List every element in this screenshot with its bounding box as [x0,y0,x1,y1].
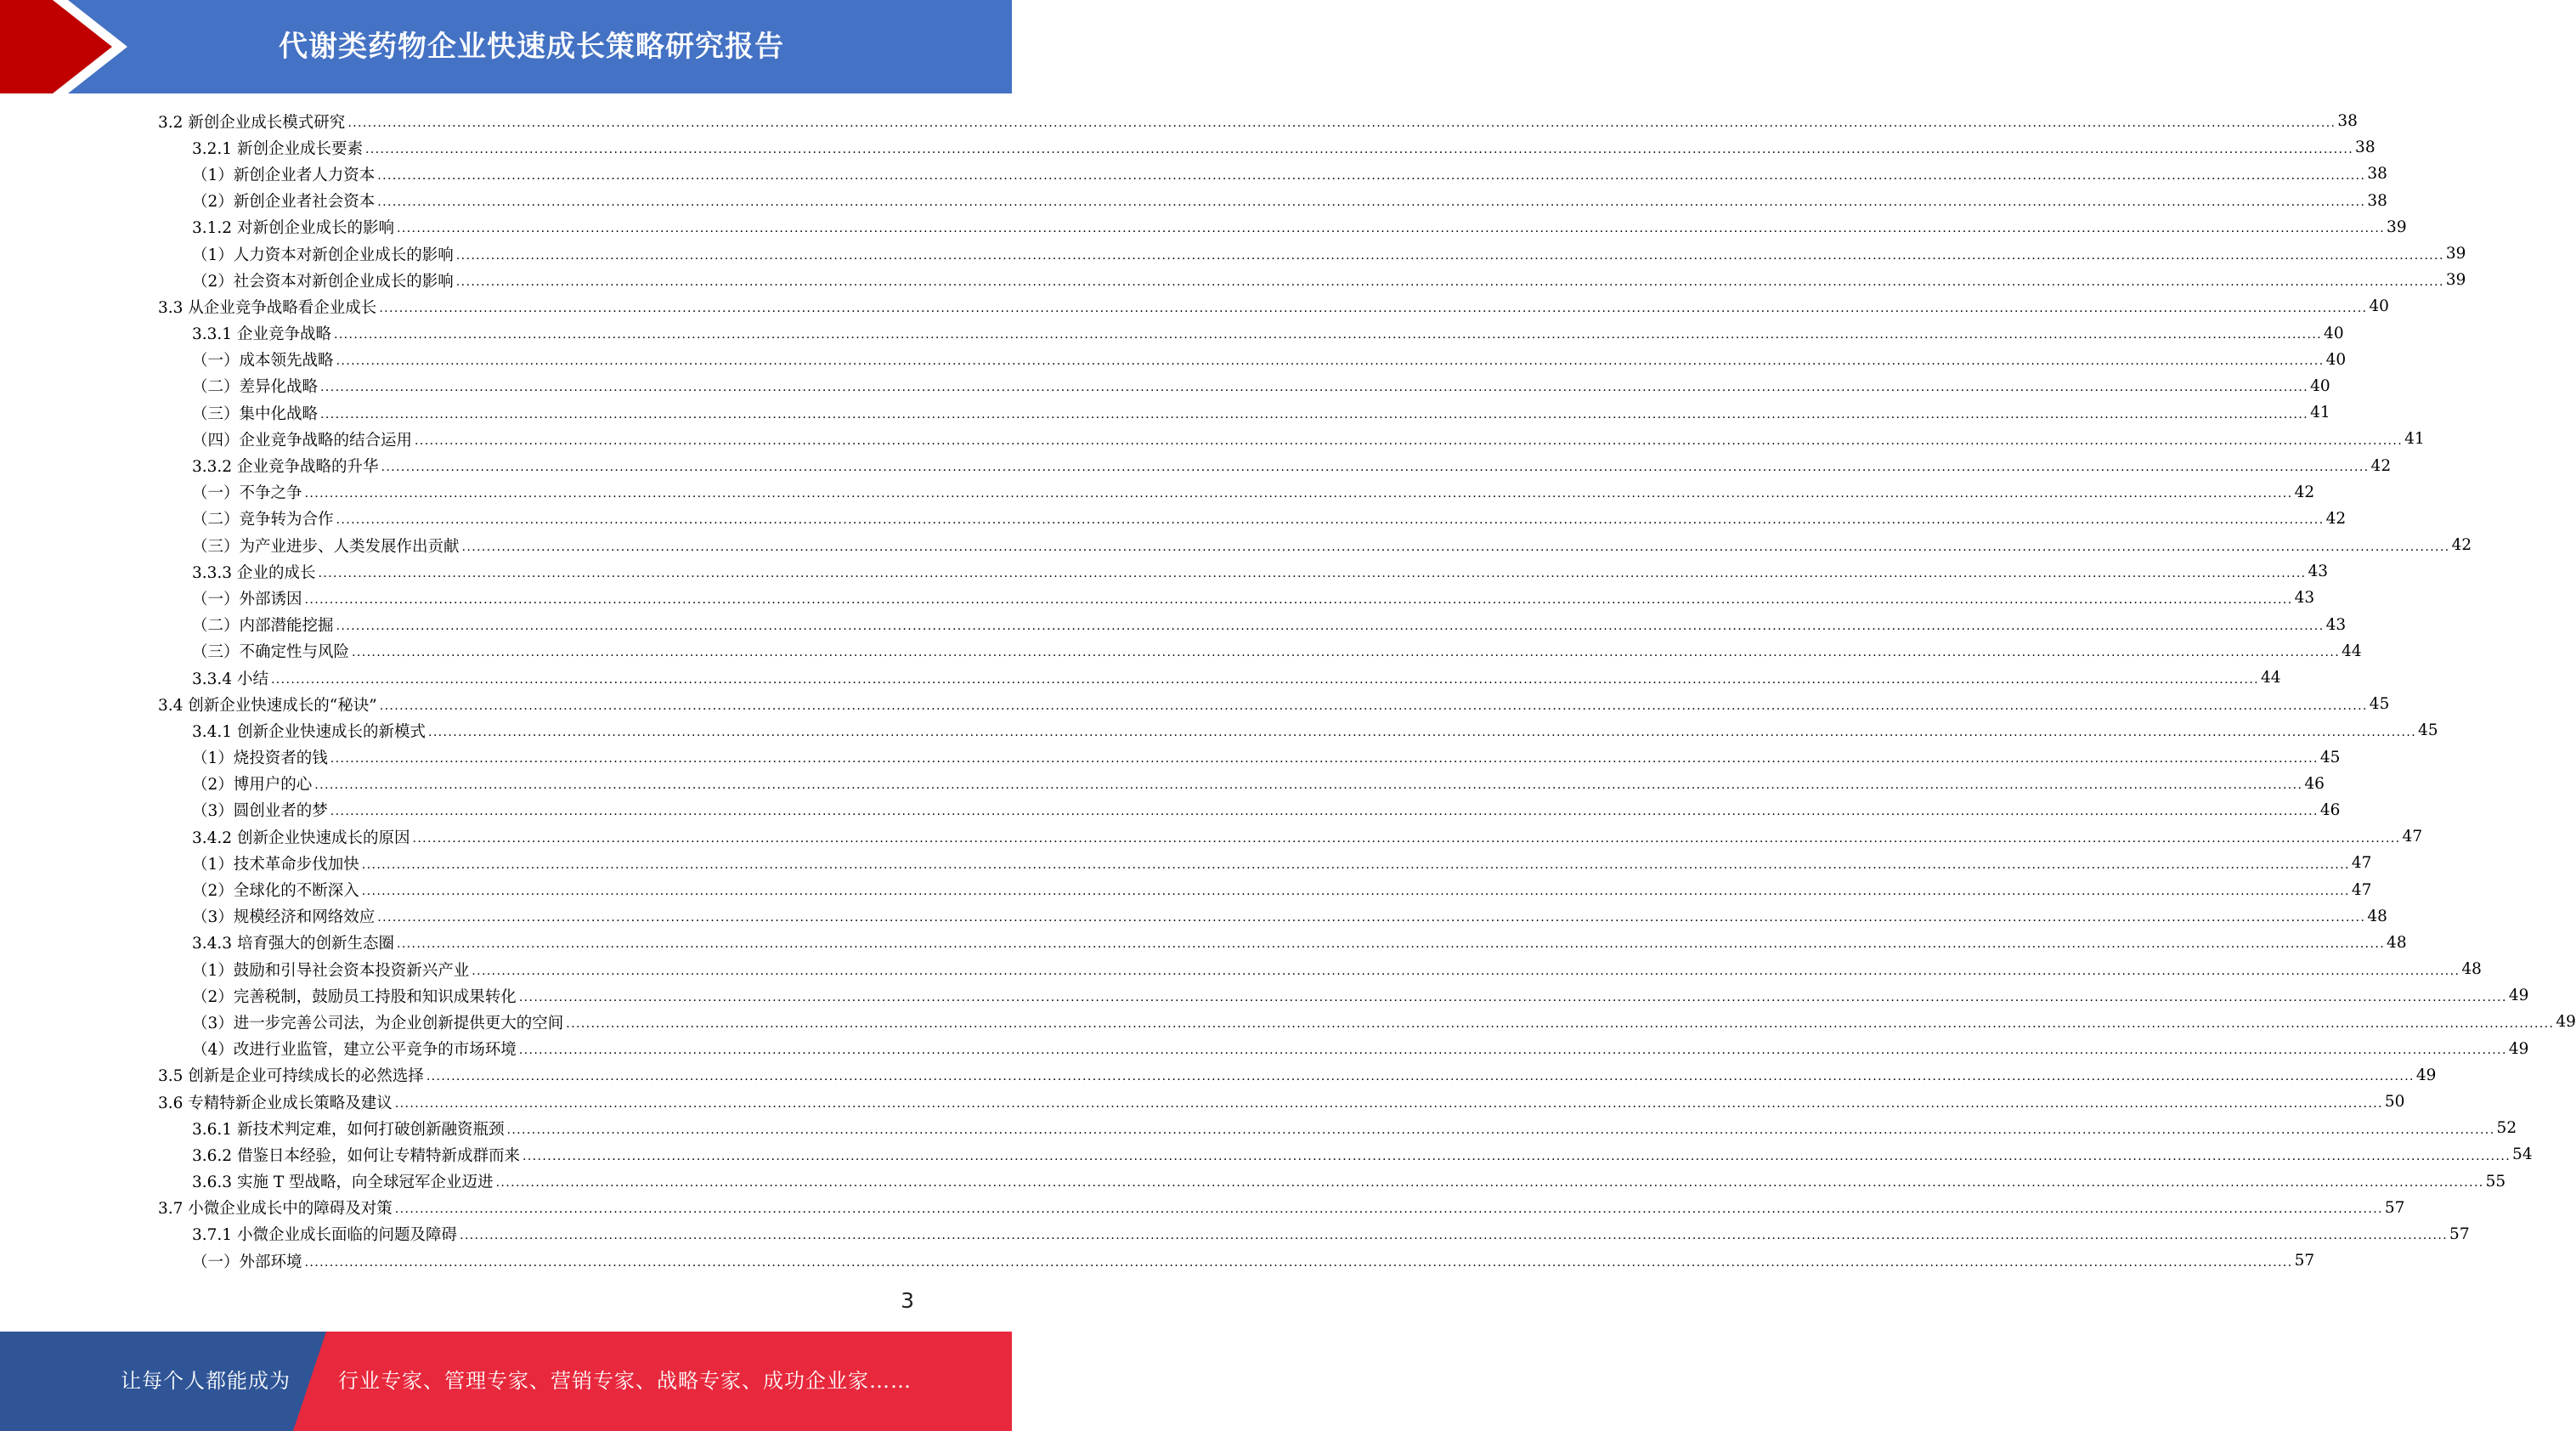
toc-entry-page: 42 [2451,536,2472,555]
toc-entry-label: 3.4.1 创新企业快速成长的新模式 [192,722,426,741]
toc-entry-label: （3）规模经济和网络效应 [192,908,376,927]
toc-entry[interactable] [158,717,2438,744]
toc-entry-label: （2）完善税制，鼓励员工持股和知识成果转化 [192,987,517,1006]
toc-dot-leader: ................................................................................................................................................................................................................................................................................................................................................................................................................ [396,222,2386,236]
toc-entry-page: 49 [2508,987,2529,1005]
toc-entry-label: 3.4 创新企业快速成长的“秘诀” [158,696,377,715]
toc-dot-leader: ................................................................................................................................................................................................................................................................................................................................................................................................................ [455,248,2444,263]
toc-entry-label: （2）新创企业者社会资本 [192,193,376,212]
toc-dot-leader: ................................................................................................................................................................................................................................................................................................................................................................................................................ [347,116,2336,130]
toc-entry-page: 40 [2324,324,2344,342]
toc-entry[interactable] [158,1062,2437,1089]
toc-entry-page: 45 [2319,748,2341,766]
page-number: 3 [901,1288,914,1313]
toc-dot-leader: ................................................................................................................................................................................................................................................................................................................................................................................................................ [336,619,2325,634]
toc-entry-label: （1）人力资本对新创企业成长的影响 [192,246,454,264]
toc-dot-leader: ................................................................................................................................................................................................................................................................................................................................................................................................................ [377,911,2366,925]
toc-entry-label: 3.3.3 企业的成长 [192,563,316,582]
toc-dot-leader: ................................................................................................................................................................................................................................................................................................................................................................................................................ [506,1123,2495,1137]
toc-entry[interactable] [158,1115,2517,1141]
toc-dot-leader: ................................................................................................................................................................................................................................................................................................................................................................................................................ [518,990,2507,1004]
toc-dot-leader: ................................................................................................................................................................................................................................................................................................................................................................................................................ [455,274,2444,289]
toc-entry-label: （1）鼓励和引导社会资本投资新兴产业 [192,961,470,980]
toc-entry-page: 38 [2337,112,2358,131]
toc-dot-leader: ................................................................................................................................................................................................................................................................................................................................................................................................................ [320,381,2309,395]
toc-entry[interactable] [158,903,2387,930]
toc-entry-label: （一）不争之争 [192,484,302,503]
toc-entry-label: （1）技术革命步伐加快 [192,855,359,874]
toc-entry-page: 38 [2367,191,2387,210]
toc-entry-page: 49 [2508,1039,2529,1058]
toc-entry-page: 57 [2384,1198,2405,1217]
toc-dot-leader: ................................................................................................................................................................................................................................................................................................................................................................................................................ [304,592,2293,607]
toc-entry[interactable] [158,479,2315,506]
toc-entry[interactable] [158,585,2315,611]
toc-entry[interactable] [158,1141,2533,1168]
toc-entry-page: 44 [2261,669,2281,687]
toc-entry[interactable] [158,638,2362,665]
toc-dot-leader: ................................................................................................................................................................................................................................................................................................................................................................................................................ [566,1016,2555,1031]
toc-entry[interactable] [158,452,2392,478]
toc-entry-page: 41 [2404,430,2425,449]
toc-entry-label: （3）圆创业者的梦 [192,802,328,821]
toc-dot-leader: ................................................................................................................................................................................................................................................................................................................................................................................................................ [361,885,2350,899]
toc-entry-page: 47 [2351,880,2372,899]
toc-dot-leader: ................................................................................................................................................................................................................................................................................................................................................................................................................ [377,168,2366,183]
toc-entry[interactable] [158,267,2466,293]
toc-entry[interactable] [158,1036,2529,1062]
toc-entry[interactable] [158,956,2482,982]
toc-entry-label: （3）进一步完善公司法，为企业创新提供更大的空间 [192,1014,564,1032]
toc-entry-label: 3.3.4 小结 [192,670,268,688]
toc-entry-page: 57 [2294,1252,2315,1270]
toc-dot-leader: ................................................................................................................................................................................................................................................................................................................................................................................................................ [304,1255,2293,1270]
toc-dot-leader: ................................................................................................................................................................................................................................................................................................................................................................................................................ [522,1149,2511,1163]
toc-dot-leader: ................................................................................................................................................................................................................................................................................................................................................................................................................ [379,301,2368,315]
toc-entry-label: （4）改进行业监管，建立公平竞争的市场环境 [192,1041,517,1060]
toc-dot-leader: ................................................................................................................................................................................................................................................................................................................................................................................................................ [333,328,2323,342]
toc-entry[interactable] [158,558,2329,585]
toc-entry-label: 3.1.2 对新创企业成长的影响 [192,219,394,238]
toc-entry-page: 47 [2402,828,2423,846]
toc-entry-page: 39 [2445,245,2466,263]
toc-dot-leader: ................................................................................................................................................................................................................................................................................................................................................................................................................ [459,1229,2449,1243]
toc-entry-page: 46 [2319,800,2341,819]
toc-dot-leader: ................................................................................................................................................................................................................................................................................................................................................................................................................ [394,1096,2383,1111]
toc-entry-label: 3.3.2 企业竞争战略的升华 [192,458,379,477]
toc-entry-page: 49 [2556,1013,2576,1032]
toc-entry-page: 40 [2369,297,2389,316]
toc-entry-page: 43 [2294,589,2315,608]
toc-entry[interactable] [158,876,2372,902]
toc-entry-label: （二）竞争转为合作 [192,511,334,529]
toc-entry-page: 47 [2351,854,2372,873]
toc-entry-label: （2）博用户的心 [192,776,313,795]
page-footer-banner [0,1332,1012,1431]
toc-entry[interactable] [158,1221,2470,1247]
toc-entry-page: 38 [2355,139,2375,157]
toc-entry-label: 3.5 创新是企业可持续成长的必然选择 [158,1067,424,1086]
toc-entry-page: 40 [2310,376,2330,395]
toc-entry-page: 43 [2308,563,2329,581]
toc-entry-label: （一）外部诱因 [192,590,302,608]
toc-entry-label: （1）烧投资者的钱 [192,749,328,768]
toc-entry[interactable] [158,426,2425,452]
toc-entry-page: 52 [2496,1119,2517,1138]
toc-entry-label: 3.3 从企业竞争战略看企业成长 [158,298,377,317]
toc-entry-page: 40 [2325,350,2347,369]
toc-dot-leader: ................................................................................................................................................................................................................................................................................................................................................................................................................ [379,699,2368,713]
toc-entry[interactable] [158,1247,2315,1274]
toc-entry-label: （四）企业竞争战略的结合运用 [192,431,413,450]
toc-entry[interactable] [158,161,2387,187]
toc-entry-label: （二）内部潜能挖掘 [192,617,334,636]
toc-dot-leader: ................................................................................................................................................................................................................................................................................................................................................................................................................ [336,513,2325,528]
toc-entry[interactable] [158,1089,2405,1115]
toc-dot-leader: ................................................................................................................................................................................................................................................................................................................................................................................................................ [427,725,2417,739]
toc-dot-leader: ................................................................................................................................................................................................................................................................................................................................................................................................................ [320,407,2309,421]
toc-dot-leader: ................................................................................................................................................................................................................................................................................................................................................................................................................ [461,540,2450,554]
toc-dot-leader: ................................................................................................................................................................................................................................................................................................................................................................................................................ [330,752,2319,766]
toc-entry-page: 49 [2415,1066,2437,1084]
toc-entry[interactable] [158,399,2330,426]
toc-dot-leader: ................................................................................................................................................................................................................................................................................................................................................................................................................ [270,672,2260,687]
toc-entry[interactable] [158,214,2407,240]
toc-entry-page: 42 [2370,456,2392,475]
toc-entry[interactable] [158,771,2325,797]
toc-entry-page: 45 [2369,695,2390,714]
toc-entry-label: （一）外部环境 [192,1253,302,1271]
toc-entry[interactable] [158,506,2347,532]
toc-entry-page: 39 [2387,218,2407,236]
toc-dot-leader: ................................................................................................................................................................................................................................................................................................................................................................................................................ [318,566,2307,580]
toc-entry[interactable] [158,320,2344,347]
toc-entry-label: （三）为产业进步、人类发展作出贡献 [192,537,460,556]
toc-dot-leader: ................................................................................................................................................................................................................................................................................................................................................................................................................ [394,1202,2383,1217]
toc-entry[interactable] [158,612,2347,638]
toc-entry-page: 45 [2418,721,2438,740]
header-red-chevron [0,0,127,93]
table-of-contents [158,108,2576,1274]
toc-entry[interactable] [158,691,2390,717]
toc-entry[interactable] [158,347,2347,373]
toc-entry[interactable] [158,930,2407,956]
toc-entry-page: 57 [2449,1225,2470,1243]
toc-dot-leader: ................................................................................................................................................................................................................................................................................................................................................................................................................ [495,1176,2484,1191]
toc-entry[interactable] [158,982,2529,1009]
toc-dot-leader: ................................................................................................................................................................................................................................................................................................................................................................................................................ [314,778,2303,793]
toc-entry-label: （三）不确定性与风险 [192,643,350,662]
toc-entry[interactable] [158,744,2341,771]
toc-entry-label: （一）成本领先战略 [192,352,334,370]
toc-entry-page: 42 [2294,483,2315,501]
toc-entry[interactable] [158,188,2387,214]
toc-entry[interactable] [158,134,2375,161]
toc-entry-label: 3.6 专精特新企业成长策略及建议 [158,1094,393,1112]
toc-entry-label: 3.6.2 借鉴日本经验，如何让专精特新成群而来 [192,1146,520,1165]
toc-dot-leader: ................................................................................................................................................................................................................................................................................................................................................................................................................ [472,964,2460,978]
toc-entry-page: 43 [2325,615,2347,634]
toc-dot-leader: ................................................................................................................................................................................................................................................................................................................................................................................................................ [518,1044,2507,1058]
toc-entry-page: 44 [2342,642,2362,660]
toc-entry[interactable] [158,1195,2405,1221]
toc-dot-leader: ................................................................................................................................................................................................................................................................................................................................................................................................................ [352,646,2341,660]
toc-entry[interactable] [158,373,2330,399]
toc-dot-leader: ................................................................................................................................................................................................................................................................................................................................................................................................................ [330,805,2319,819]
toc-dot-leader: ................................................................................................................................................................................................................................................................................................................................................................................................................ [304,487,2293,501]
toc-entry-page: 55 [2485,1172,2506,1191]
toc-entry-page: 42 [2325,509,2347,528]
toc-entry-page: 41 [2310,404,2330,422]
toc-entry[interactable] [158,1168,2506,1195]
toc-entry-page: 38 [2367,165,2387,184]
toc-entry[interactable] [158,293,2389,320]
toc-entry-label: （二）差异化战略 [192,378,319,397]
page-header-banner [0,0,1012,93]
footer-slogan-left: 让每个人都能成为 [121,1369,291,1393]
toc-entry-page: 50 [2384,1093,2405,1111]
toc-entry-label: 3.7 小微企业成长中的障碍及对策 [158,1200,393,1219]
toc-entry-label: 3.6.1 新技术判定难，如何打破创新融资瓶颈 [192,1120,505,1139]
toc-entry-label: 3.4.3 培育强大的创新生态圈 [192,935,394,953]
toc-entry-label: （1）新创企业者人力资本 [192,166,376,184]
toc-entry-label: （2）社会资本对新创企业成长的影响 [192,272,454,291]
report-title: 代谢类药物企业快速成长策略研究报告 [279,30,784,64]
footer-slogan-right: 行业专家、管理专家、营销专家、战略专家、成功企业家…… [338,1369,912,1393]
toc-entry-page: 48 [2461,960,2482,979]
toc-dot-leader: ................................................................................................................................................................................................................................................................................................................................................................................................................ [377,195,2366,210]
toc-entry-page: 54 [2512,1145,2533,1164]
toc-dot-leader: ................................................................................................................................................................................................................................................................................................................................................................................................................ [426,1070,2415,1084]
toc-entry-label: 3.7.1 小微企业成长面临的问题及障碍 [192,1226,457,1245]
toc-entry-label: 3.6.3 实施 T 型战略，向全球冠军企业迈进 [192,1174,494,1192]
toc-dot-leader: ................................................................................................................................................................................................................................................................................................................................................................................................................ [412,831,2401,846]
toc-entry-label: （三）集中化战略 [192,404,319,423]
toc-entry[interactable] [158,240,2466,267]
toc-entry[interactable] [158,532,2472,558]
toc-entry-page: 39 [2445,271,2466,290]
toc-entry[interactable] [158,850,2372,876]
toc-entry-label: 3.3.1 企业竞争战略 [192,325,331,344]
toc-dot-leader: ................................................................................................................................................................................................................................................................................................................................................................................................................ [381,461,2370,475]
toc-entry-page: 48 [2367,907,2387,925]
toc-entry-label: 3.2 新创企业成长模式研究 [158,113,346,132]
toc-entry-label: 3.2.1 新创企业成长要素 [192,139,363,158]
toc-entry[interactable] [158,823,2423,850]
toc-entry-label: （2）全球化的不断深入 [192,882,359,901]
toc-dot-leader: ................................................................................................................................................................................................................................................................................................................................................................................................................ [415,433,2404,448]
toc-dot-leader: ................................................................................................................................................................................................................................................................................................................................................................................................................ [396,937,2386,952]
toc-entry[interactable] [158,797,2341,823]
toc-entry-label: 3.4.2 创新企业快速成长的原因 [192,829,410,847]
toc-entry-page: 48 [2387,933,2407,952]
toc-entry-page: 46 [2304,774,2325,793]
toc-dot-leader: ................................................................................................................................................................................................................................................................................................................................................................................................................ [364,142,2354,156]
toc-dot-leader: ................................................................................................................................................................................................................................................................................................................................................................................................................ [361,857,2350,872]
toc-entry[interactable] [158,1009,2576,1035]
toc-entry[interactable] [158,108,2358,134]
toc-entry[interactable] [158,665,2281,691]
toc-dot-leader: ................................................................................................................................................................................................................................................................................................................................................................................................................ [336,354,2325,369]
